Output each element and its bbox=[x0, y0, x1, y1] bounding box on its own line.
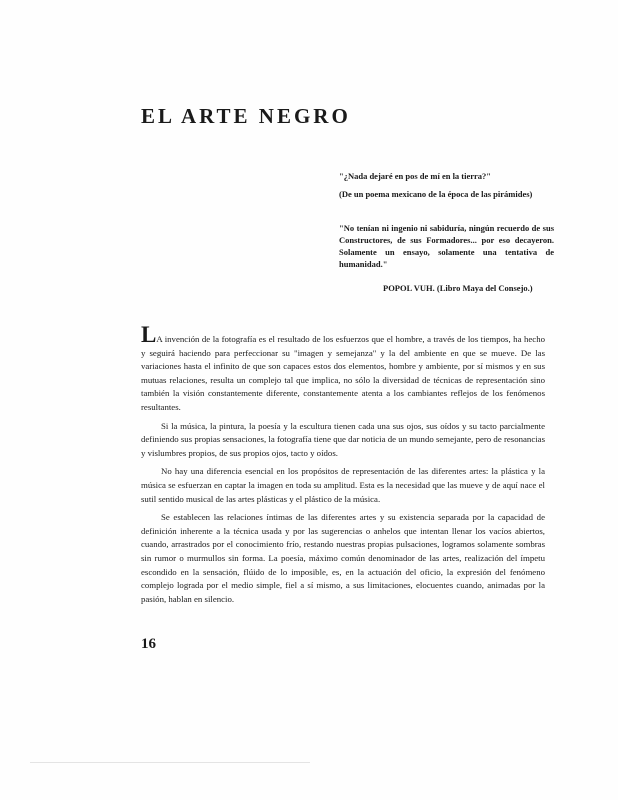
paragraph-1-text: A invención de la fotografía es el resultado de los esfuerzos que el hombre, a través de los tiempos, ha hecho y seguirá haciendo para perfeccionar su "imagen y semejanza" y la del ambiente en que se mueve. De las variaciones hasta el infinito de que son capaces estos dos elementos, hombre y ambiente, por sí mismos y en sus mutuas relaciones, resulta un complejo tal que implica, no sólo la diversidad de técnicas de representación sino también la visión constantemente diferente, constantemente atenta a los cambiantes reflejos de los fenómenos resultantes. bbox=[141, 334, 545, 412]
footer-divider bbox=[30, 762, 310, 763]
paragraph-3: No hay una diferencia esencial en los propósitos de representación de las diferentes artes: la plástica y la música se esfuerzan en captar la imagen en toda su amplitud. Esta es la necesidad que las mueve y de aquí nace el sutil sentido musical de las artes plásticas y el plástico de la música. bbox=[141, 466, 545, 504]
page-number: 16 bbox=[141, 636, 156, 652]
page-title: EL ARTE NEGRO bbox=[141, 104, 351, 128]
paragraph-4: Se establecen las relaciones íntimas de las diferentes artes y su existencia separada por la capacidad de definición inherente a la técnica usada y por las sugerencias o anhelos que intentan llenar los vacíos abiertos, cuando, arrastrados por el conocimiento frío, restando nuestras propias pulsaciones, logramos solamente sombras sin rumor o murmullos sin forma. La poesía, máximo común denominador de las artes, realización del ímpetu escondido en la sensación, flúido de lo imposible, es, en la actuación del oficio, la expresión del fenómeno complejo lograda por el medio simple, fiel a sí mismo, a sus limitaciones, elocuentes cuando, animadas por la pasión, hablan en silencio. bbox=[141, 512, 545, 604]
epigraph-source-1: (De un poema mexicano de la época de las pirámides) bbox=[339, 189, 533, 199]
drop-cap: L bbox=[141, 322, 157, 347]
epigraph-quote-1: "¿Nada dejaré en pos de mí en la tierra?" bbox=[339, 171, 492, 181]
paragraph-1 bbox=[141, 322, 545, 415]
paragraph-2: Si la música, la pintura, la poesía y la escultura tienen cada una sus ojos, sus oídos y su tacto parcialmente definiendo sus propias sensaciones, la fotografía tiene que dar noticia de un mundo semejante, pero de resonancias y vislumbres propios, de sus propios ojos, tacto y oídos. bbox=[141, 420, 545, 458]
epigraph-quote-2: "No tenían ni ingenio ni sabiduría, ningún recuerdo de sus Constructores, de sus Formadores... por eso decayeron. Solamente un ensayo, solamente una tentativa de humanidad." bbox=[339, 223, 554, 269]
body-text bbox=[141, 322, 545, 611]
epigraph-source-2: POPOL VUH. (Libro Maya del Consejo.) bbox=[383, 283, 533, 293]
